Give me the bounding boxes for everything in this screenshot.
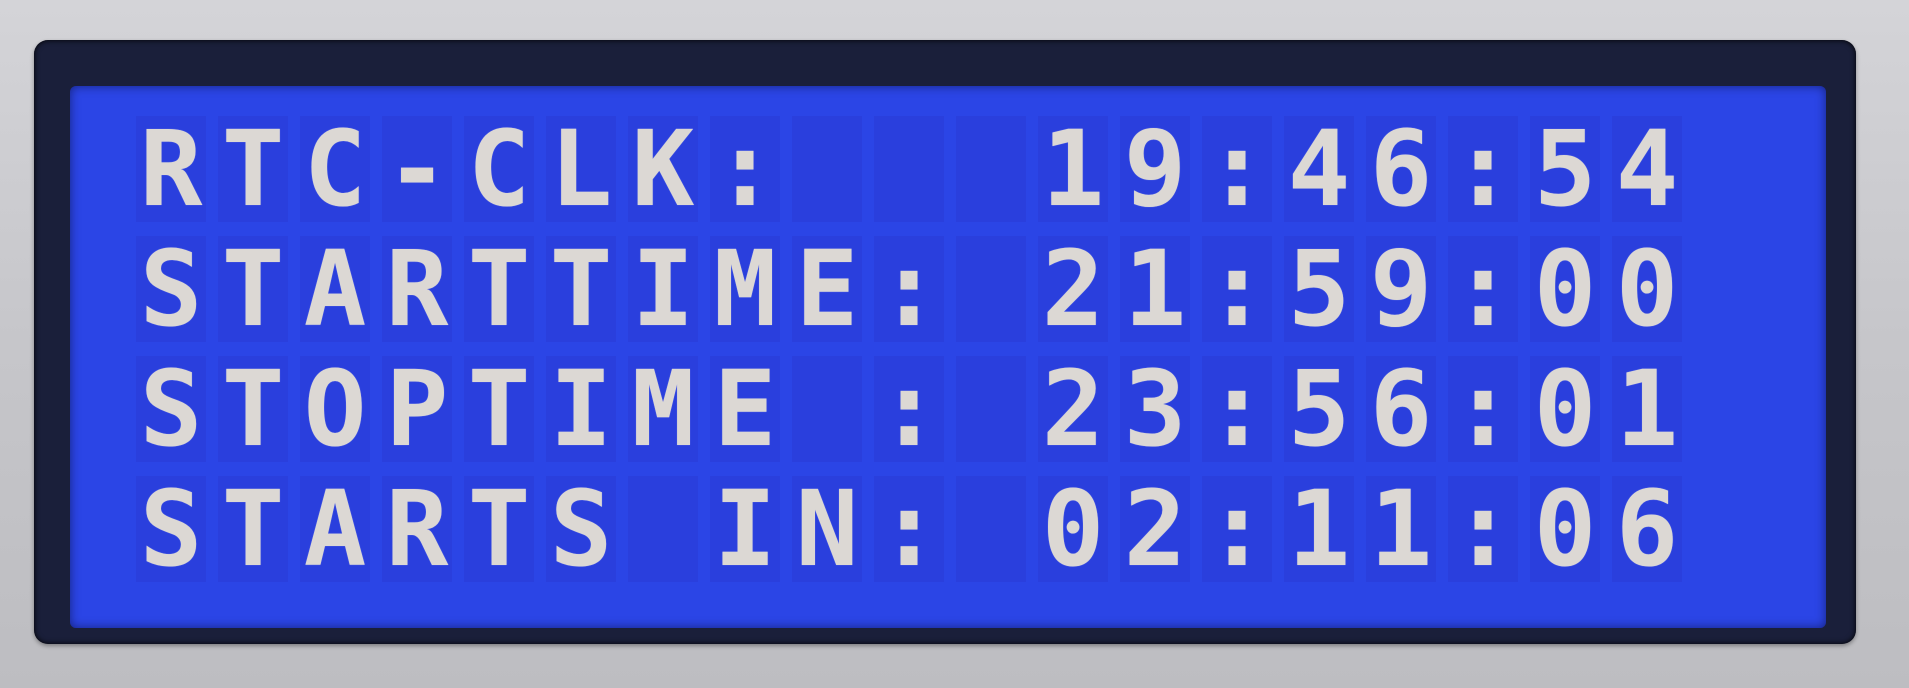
- lcd-character: 9: [1123, 108, 1187, 230]
- lcd-cell: [710, 108, 780, 230]
- lcd-character: 4: [1287, 108, 1351, 230]
- lcd-cell: [218, 348, 288, 470]
- lcd-cell: [956, 236, 1026, 342]
- lcd-character: T: [467, 228, 531, 350]
- lcd-character: [956, 116, 1026, 222]
- lcd-character: :: [877, 348, 941, 470]
- lcd-character: 1: [1615, 348, 1679, 470]
- lcd-cell: [1202, 228, 1272, 350]
- lcd-character: T: [221, 348, 285, 470]
- lcd-cell: [710, 348, 780, 470]
- lcd-character: C: [303, 108, 367, 230]
- lcd-character: N: [795, 468, 859, 590]
- lcd-cell: [1530, 108, 1600, 230]
- lcd-cell: [136, 228, 206, 350]
- lcd-character: R: [139, 108, 203, 230]
- lcd-character: 2: [1041, 348, 1105, 470]
- lcd-character: :: [1451, 348, 1515, 470]
- lcd-cell: [1530, 468, 1600, 590]
- lcd-cell: [1284, 108, 1354, 230]
- lcd-cell: [1612, 468, 1682, 590]
- lcd-character: 5: [1287, 228, 1351, 350]
- lcd-character: [874, 116, 944, 222]
- lcd-cell: [382, 468, 452, 590]
- lcd-character: 6: [1615, 468, 1679, 590]
- lcd-character: S: [139, 348, 203, 470]
- lcd-character: E: [713, 348, 777, 470]
- lcd-character: 2: [1123, 468, 1187, 590]
- lcd-character: O: [303, 348, 367, 470]
- lcd-cell: [1612, 108, 1682, 230]
- lcd-character: 9: [1369, 228, 1433, 350]
- lcd-cell: [1284, 348, 1354, 470]
- lcd-character: I: [713, 468, 777, 590]
- lcd-cell: [1448, 108, 1518, 230]
- lcd-character: M: [631, 348, 695, 470]
- lcd-cell: [1038, 108, 1108, 230]
- lcd-character: I: [631, 228, 695, 350]
- lcd-character: 6: [1369, 348, 1433, 470]
- lcd-cell: [546, 108, 616, 230]
- lcd-character: [792, 356, 862, 462]
- lcd-cell: [546, 228, 616, 350]
- lcd-character: :: [713, 108, 777, 230]
- lcd-cell: [1448, 228, 1518, 350]
- lcd-character: 2: [1041, 228, 1105, 350]
- lcd-cell: [546, 348, 616, 470]
- lcd-cell: [136, 348, 206, 470]
- lcd-character: [792, 116, 862, 222]
- lcd-character: 5: [1533, 108, 1597, 230]
- lcd-character: R: [385, 228, 449, 350]
- lcd-cell: [1366, 468, 1436, 590]
- lcd-cell: [300, 228, 370, 350]
- lcd-character: :: [1205, 468, 1269, 590]
- lcd-cell: [1366, 348, 1436, 470]
- lcd-character: -: [385, 108, 449, 230]
- lcd-cell: [1120, 348, 1190, 470]
- lcd-character: T: [467, 468, 531, 590]
- lcd-character: I: [549, 348, 613, 470]
- lcd-cell: [1202, 108, 1272, 230]
- lcd-cell: [874, 116, 944, 222]
- lcd-cell: [792, 468, 862, 590]
- lcd-cell: [628, 108, 698, 230]
- lcd-character: :: [1205, 228, 1269, 350]
- lcd-character: 0: [1041, 468, 1105, 590]
- lcd-character: R: [385, 468, 449, 590]
- lcd-character: P: [385, 348, 449, 470]
- lcd-cell: [628, 476, 698, 582]
- lcd-character: 1: [1287, 468, 1351, 590]
- lcd-cell: [792, 228, 862, 350]
- lcd-cell: [956, 476, 1026, 582]
- lcd-cell: [300, 468, 370, 590]
- lcd-cell: [874, 348, 944, 470]
- lcd-cell: [136, 108, 206, 230]
- lcd-character: 0: [1533, 348, 1597, 470]
- lcd-cell: [1366, 228, 1436, 350]
- lcd-cell: [300, 108, 370, 230]
- lcd-character: :: [1451, 228, 1515, 350]
- lcd-cell: [792, 356, 862, 462]
- lcd-cell: [1448, 468, 1518, 590]
- lcd-cell: [1038, 228, 1108, 350]
- lcd-cell: [218, 228, 288, 350]
- lcd-cell: [628, 348, 698, 470]
- lcd-cell: [1612, 348, 1682, 470]
- lcd-cell: [956, 116, 1026, 222]
- lcd-character: S: [139, 228, 203, 350]
- lcd-cell: [1284, 468, 1354, 590]
- lcd-cell: [710, 228, 780, 350]
- lcd-character: 1: [1369, 468, 1433, 590]
- lcd-character: T: [221, 468, 285, 590]
- lcd-character: [956, 236, 1026, 342]
- lcd-character: 3: [1123, 348, 1187, 470]
- lcd-cell: [1612, 228, 1682, 350]
- lcd-character: :: [877, 468, 941, 590]
- lcd-character: 0: [1533, 468, 1597, 590]
- lcd-character: S: [139, 468, 203, 590]
- lcd-character: 5: [1287, 348, 1351, 470]
- lcd-character: :: [1205, 348, 1269, 470]
- lcd-cell: [874, 468, 944, 590]
- lcd-character: 0: [1615, 228, 1679, 350]
- lcd-cell: [792, 116, 862, 222]
- lcd-cell: [1038, 468, 1108, 590]
- lcd-character: [628, 476, 698, 582]
- lcd-character: K: [631, 108, 695, 230]
- lcd-character: M: [713, 228, 777, 350]
- lcd-character: T: [221, 108, 285, 230]
- lcd-character: A: [303, 228, 367, 350]
- lcd-character: 1: [1041, 108, 1105, 230]
- lcd-cell: [1530, 348, 1600, 470]
- lcd-cell: [1202, 468, 1272, 590]
- lcd-cell: [1120, 108, 1190, 230]
- lcd-cell: [1202, 348, 1272, 470]
- lcd-character: 1: [1123, 228, 1187, 350]
- lcd-character: [956, 356, 1026, 462]
- lcd-cell: [464, 108, 534, 230]
- lcd-character: S: [549, 468, 613, 590]
- lcd-character: :: [1205, 108, 1269, 230]
- lcd-character: :: [877, 228, 941, 350]
- lcd-cell: [628, 228, 698, 350]
- lcd-cell: [1120, 228, 1190, 350]
- lcd-cell: [1038, 348, 1108, 470]
- lcd-cell: [300, 348, 370, 470]
- lcd-cell: [956, 356, 1026, 462]
- lcd-character: [956, 476, 1026, 582]
- lcd-character: T: [549, 228, 613, 350]
- lcd-character: A: [303, 468, 367, 590]
- lcd-cell: [382, 348, 452, 470]
- lcd-cell: [1448, 348, 1518, 470]
- lcd-character: E: [795, 228, 859, 350]
- lcd-cell: [874, 228, 944, 350]
- lcd-cell: [136, 468, 206, 590]
- lcd-cell: [1284, 228, 1354, 350]
- lcd-cell: [464, 468, 534, 590]
- lcd-cell: [546, 468, 616, 590]
- lcd-cell: [1530, 228, 1600, 350]
- lcd-character: :: [1451, 468, 1515, 590]
- lcd-cell: [218, 468, 288, 590]
- lcd-character: T: [467, 348, 531, 470]
- lcd-cell: [382, 228, 452, 350]
- lcd-cell: [1120, 468, 1190, 590]
- lcd-character: 6: [1369, 108, 1433, 230]
- lcd-cell: [382, 108, 452, 230]
- lcd-cell: [710, 468, 780, 590]
- lcd-character: T: [221, 228, 285, 350]
- lcd-character: 0: [1533, 228, 1597, 350]
- lcd-cell: [464, 348, 534, 470]
- lcd-character: C: [467, 108, 531, 230]
- lcd-character: L: [549, 108, 613, 230]
- lcd-cell: [1366, 108, 1436, 230]
- lcd-cell: [218, 108, 288, 230]
- lcd-cell: [464, 228, 534, 350]
- lcd-character: 4: [1615, 108, 1679, 230]
- lcd-character: :: [1451, 108, 1515, 230]
